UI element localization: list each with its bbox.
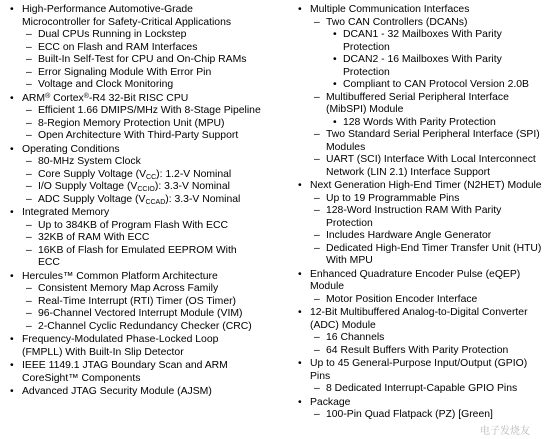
feature-text [22,93,280,106]
feature-subitem [2,232,280,245]
bullet-marker: – [26,320,32,332]
feature-text: CoreSight™ Components [22,372,141,384]
feature-subitem [2,220,280,233]
feature-text: Frequency-Modulated Phase-Locked Loop [22,334,219,345]
feature-text: DCAN2 - 16 Mailboxes With Parity [343,54,502,65]
feature-item [290,397,552,410]
bullet-marker: • [10,360,14,371]
feature-text: ECC on Flash and RAM Interfaces [38,41,198,53]
subscript: CCIO [137,186,155,193]
feature-subitem [2,181,280,194]
feature-item [2,144,280,157]
bullet-marker: – [314,344,320,356]
feature-item [290,4,552,17]
bullet-marker: • [10,92,14,104]
feature-text: 16KB of Flash for Emulated EEPROM With [38,244,237,256]
feature-text: Dual CPUs Running in Lockstep [38,29,187,40]
bullet-marker: – [314,205,320,216]
feature-text: Efficient 1.66 DMIPS/MHz With 8-Stage Pipeline [38,105,261,116]
bullet-marker: – [26,168,32,180]
feature-text: UART (SCI) Interface With Local Interconnect [326,154,536,165]
feature-text: Advanced JTAG Security Module (AJSM) [22,386,212,397]
feature-item [290,180,552,193]
bullet-marker: – [26,29,32,40]
bullet-marker: – [314,383,320,394]
feature-text: 96-Channel Vectored Interrupt Module (VIM) [38,308,243,319]
bullet-marker: – [26,232,32,243]
feature-subitem [2,67,280,80]
feature-subitem [2,54,280,67]
bullet-marker: – [26,193,32,205]
bullet-marker: – [314,332,320,343]
bullet-marker: – [26,283,32,294]
bullet-marker: • [333,29,337,40]
feature-text: 2-Channel Cyclic Redundancy Checker (CRC) [38,320,252,332]
watermark: 电子发烧友 [480,425,530,437]
feature-subitem [290,205,552,230]
bullet-marker: • [10,4,14,15]
bullet-marker: • [298,4,302,15]
feature-subitem [290,117,552,130]
feature-text: Protection [326,217,373,229]
feature-item [2,386,280,399]
feature-text: 12-Bit Multibuffered Analog-to-Digital Converter [310,307,528,318]
feature-list-left [2,3,280,399]
feature-text: Up to 45 General-Purpose Input/Output (GPIO) [310,358,528,369]
bullet-marker: – [314,154,320,165]
feature-subitem [2,42,280,55]
feature-text: Next Generation High-End Timer (N2HET) Module [310,180,542,191]
feature-subitem [290,409,552,422]
bullet-marker: – [314,16,320,28]
feature-list-right [290,3,552,422]
feature-text [38,169,280,182]
bullet-marker: • [298,307,302,318]
text-run: -R4 32-Bit RISC CPU [88,92,189,104]
feature-subitem [2,321,280,334]
feature-text: 128-Word Instruction RAM With Parity [326,205,502,216]
feature-subitem [2,296,280,309]
bullet-marker: • [10,207,14,218]
feature-text: Pins [310,370,331,382]
feature-text: (FMPLL) With Built-In Slip Detector [22,346,184,358]
bullet-marker: – [26,41,32,53]
subscript: CCAD [145,198,166,206]
text-run: ): 1.2-V Nominal [156,168,232,180]
feature-subitem [290,193,552,206]
bullet-marker: – [314,293,320,305]
bullet-marker: – [26,181,32,192]
feature-subitem [2,245,280,270]
feature-subitem [2,156,280,169]
feature-subitem [290,129,552,154]
text-run: ARM [22,92,46,104]
feature-text: Operating Conditions [22,143,120,155]
text-run: Cortex [50,92,84,104]
feature-text: 128 Words With Parity Protection [343,116,496,128]
feature-text: Package [310,396,351,408]
bullet-marker: – [26,244,32,256]
feature-text: 32KB of RAM With ECC [38,232,150,243]
bullet-marker: • [333,79,337,90]
feature-text: Voltage and Clock Monitoring [38,79,174,90]
feature-subitem [290,230,552,243]
feature-subitem [290,154,552,179]
feature-subitem [2,130,280,143]
feature-item [2,207,280,220]
feature-text: Integrated Memory [22,207,110,218]
feature-subitem [290,17,552,30]
bullet-marker: – [26,79,32,90]
feature-text: Includes Hardware Angle Generator [326,230,492,241]
feature-subitem [2,169,280,182]
text-run: ): 3.3-V Nominal [165,193,241,205]
bullet-marker: – [314,242,320,254]
bullet-marker: – [26,130,32,141]
bullet-marker: – [314,91,320,103]
feature-text: 8 Dedicated Interrupt-Capable GPIO Pins [326,383,518,394]
feature-subitem [290,29,552,54]
feature-text: 80-MHz System Clock [38,156,141,167]
feature-text: Multiple Communication Interfaces [310,4,470,15]
feature-text: Real-Time Interrupt (RTI) Timer (OS Timer) [38,295,237,307]
bullet-marker: • [10,270,14,282]
bullet-marker: • [298,358,302,369]
feature-text: Open Architecture With Third-Party Support [38,130,239,141]
feature-text: Compliant to CAN Protocol Version 2.0B [343,79,529,90]
superscript: ® [45,92,51,100]
bullet-marker: – [26,308,32,319]
feature-subitem [290,92,552,117]
bullet-marker: – [26,295,32,307]
bullet-marker: – [26,66,32,78]
text-run: ADC Supply Voltage (V [38,193,146,205]
bullet-marker: – [26,117,32,129]
feature-subitem [2,194,280,207]
feature-subitem [290,332,552,345]
feature-item [290,269,552,294]
feature-text: Two Standard Serial Peripheral Interface (SPI) [326,129,540,140]
feature-text: Motor Position Encoder Interface [326,293,478,305]
bullet-marker: • [333,54,337,65]
feature-text: 8-Region Memory Protection Unit (MPU) [38,117,225,129]
feature-text [38,194,280,207]
feature-text: Module [310,281,345,292]
feature-text: High-Performance Automotive-Grade [22,4,193,15]
feature-text: Multibuffered Serial Peripheral Interface [326,91,509,103]
feature-subitem [2,29,280,42]
feature-text: Dedicated High-End Timer Transfer Unit (HTU) [326,242,542,254]
feature-item [290,307,552,332]
feature-text: DCAN1 - 32 Mailboxes With Parity [343,29,502,40]
feature-text: IEEE 1149.1 JTAG Boundary Scan and ARM [22,360,228,371]
feature-text: Microcontroller for Safety-Critical Applications [22,16,232,28]
feature-text: Two CAN Controllers (DCANs) [326,16,468,28]
feature-subitem [2,308,280,321]
bullet-marker: – [26,156,32,167]
subscript: CC [146,173,157,181]
bullet-marker: – [26,105,32,116]
feature-subitem [2,118,280,131]
feature-text [38,181,280,194]
feature-subitem [290,383,552,396]
bullet-marker: • [10,334,14,345]
feature-item [290,358,552,383]
bullet-marker: – [26,54,32,65]
feature-subitem [2,79,280,92]
text-run: I/O Supply Voltage (V [38,181,138,192]
bullet-marker: • [333,116,337,128]
bullet-marker: – [314,192,320,204]
feature-text: Built-In Self-Test for CPU and On-Chip RAMs [38,54,247,65]
feature-text: With MPU [326,255,373,266]
feature-item [2,360,280,385]
feature-text: 64 Result Buffers With Parity Protection [326,344,509,356]
superscript: ® [83,92,89,100]
feature-subitem [2,283,280,296]
bullet-marker: • [10,386,14,397]
feature-text: Protection [343,66,390,78]
bullet-marker: – [26,219,32,231]
feature-text: Protection [343,41,390,53]
feature-text: ECC [38,257,60,268]
feature-item [2,334,280,359]
bullet-marker: – [314,230,320,241]
feature-text: Enhanced Quadrature Encoder Pulse (eQEP) [310,268,521,280]
feature-text: Network (LIN 2.1) Interface Support [326,166,491,178]
bullet-marker: • [298,396,302,408]
feature-item [2,271,280,284]
bullet-marker: – [314,129,320,140]
feature-item [2,4,280,29]
feature-text: (MibSPI) Module [326,104,404,115]
feature-item [2,93,280,106]
feature-subitem [290,243,552,268]
feature-text: Hercules™ Common Platform Architecture [22,270,218,282]
feature-text: 16 Channels [326,332,385,343]
feature-text: Modules [326,141,366,153]
text-run: ): 3.3-V Nominal [154,181,230,192]
feature-text: Up to 384KB of Program Flash With ECC [38,219,228,231]
bullet-marker: • [298,180,302,191]
feature-subitem [290,345,552,358]
feature-subitem [290,294,552,307]
feature-subitem [290,54,552,79]
feature-text: Error Signaling Module With Error Pin [38,66,212,78]
bullet-marker: • [298,268,302,280]
text-run: Core Supply Voltage (V [38,168,147,180]
bullet-marker: – [314,409,320,420]
feature-text: Up to 19 Programmable Pins [326,192,460,204]
bullet-marker: • [10,143,14,155]
feature-subitem [2,105,280,118]
feature-subitem [290,79,552,92]
feature-text: 100-Pin Quad Flatpack (PZ) [Green] [326,409,493,420]
feature-text: (ADC) Module [310,319,376,331]
feature-text: Consistent Memory Map Across Family [38,283,219,294]
